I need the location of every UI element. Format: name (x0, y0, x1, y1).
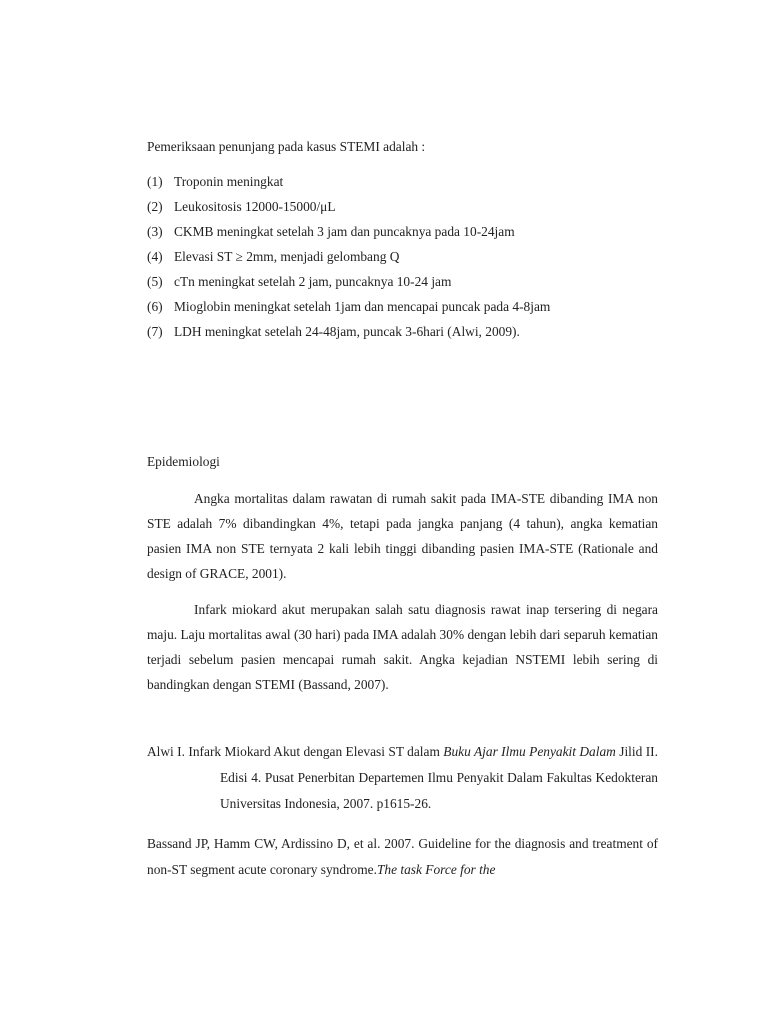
reference-title: Buku Ajar Ilmu Penyakit Dalam (443, 744, 616, 759)
list-item (147, 222, 667, 247)
list-number: (4) (147, 249, 163, 264)
reference-title: The task Force for the (376, 862, 496, 877)
list-text: Mioglobin meningkat setelah 1jam dan mencapai puncak pada 4-8jam (174, 299, 551, 314)
section-heading: Epidemiologi (147, 454, 220, 469)
list-number: (2) (147, 199, 163, 214)
list-number: (7) (147, 324, 163, 339)
list-item (147, 247, 667, 272)
list-item (147, 322, 667, 347)
list-text: Elevasi ST ≥ 2mm, menjadi gelombang Q (174, 249, 400, 264)
reference-text: Jilid II. Edisi 4. Pusat Penerbitan Departemen Ilmu Penyakit Dalam Fakultas Kedokteran Universitas Indonesia, 2007. p1615-26. (220, 744, 658, 811)
list-item (147, 172, 667, 197)
list-item (147, 272, 667, 297)
list-number: (3) (147, 224, 163, 239)
paragraph-text: Infark miokard akut merupakan salah satu diagnosis rawat inap tersering di negara maju. Laju mortalitas awal (30 hari) pada IMA adalah 30% dengan lebih dari separuh kematian terjadi sebelum pasien mencapai rumah sakit. Angka kejadian NSTEMI lebih sering di bandingkan dengan STEMI (Bassand, 2007). (147, 602, 658, 692)
intro-text: Pemeriksaan penunjang pada kasus STEMI adalah : (147, 139, 426, 154)
paragraph (147, 486, 658, 586)
list-text: LDH meningkat setelah 24-48jam, puncak 3-6hari (Alwi, 2009). (174, 324, 520, 339)
list-number: (6) (147, 299, 163, 314)
reference-text: Alwi I. Infark Miokard Akut dengan Elevasi ST dalam (147, 744, 444, 759)
list-text: Leukositosis 12000-15000/μL (174, 199, 336, 214)
findings-list (147, 172, 667, 347)
list-text: cTn meningkat setelah 2 jam, puncaknya 10-24 jam (174, 274, 452, 289)
paragraph (147, 597, 658, 697)
reference-entry (147, 831, 658, 883)
list-number: (1) (147, 174, 163, 189)
list-item (147, 297, 667, 322)
reference-text: Bassand JP, Hamm CW, Ardissino D, et al. 2007. Guideline for the diagnosis and treatment of non-ST segment acute coronary syndrome. (147, 836, 658, 877)
paragraph-text: Angka mortalitas dalam rawatan di rumah sakit pada IMA-STE dibanding IMA non STE adalah 7% dibandingkan 4%, tetapi pada jangka panjang (4 tahun), angka kematian pasien IMA non STE ternyata 2 kali lebih tinggi dibanding pasien IMA-STE (Rationale and design of GRACE, 2001). (147, 491, 658, 581)
list-number: (5) (147, 274, 163, 289)
reference-entry (147, 739, 658, 817)
list-item (147, 197, 667, 222)
list-text: Troponin meningkat (174, 174, 284, 189)
list-text: CKMB meningkat setelah 3 jam dan puncaknya pada 10-24jam (174, 224, 515, 239)
